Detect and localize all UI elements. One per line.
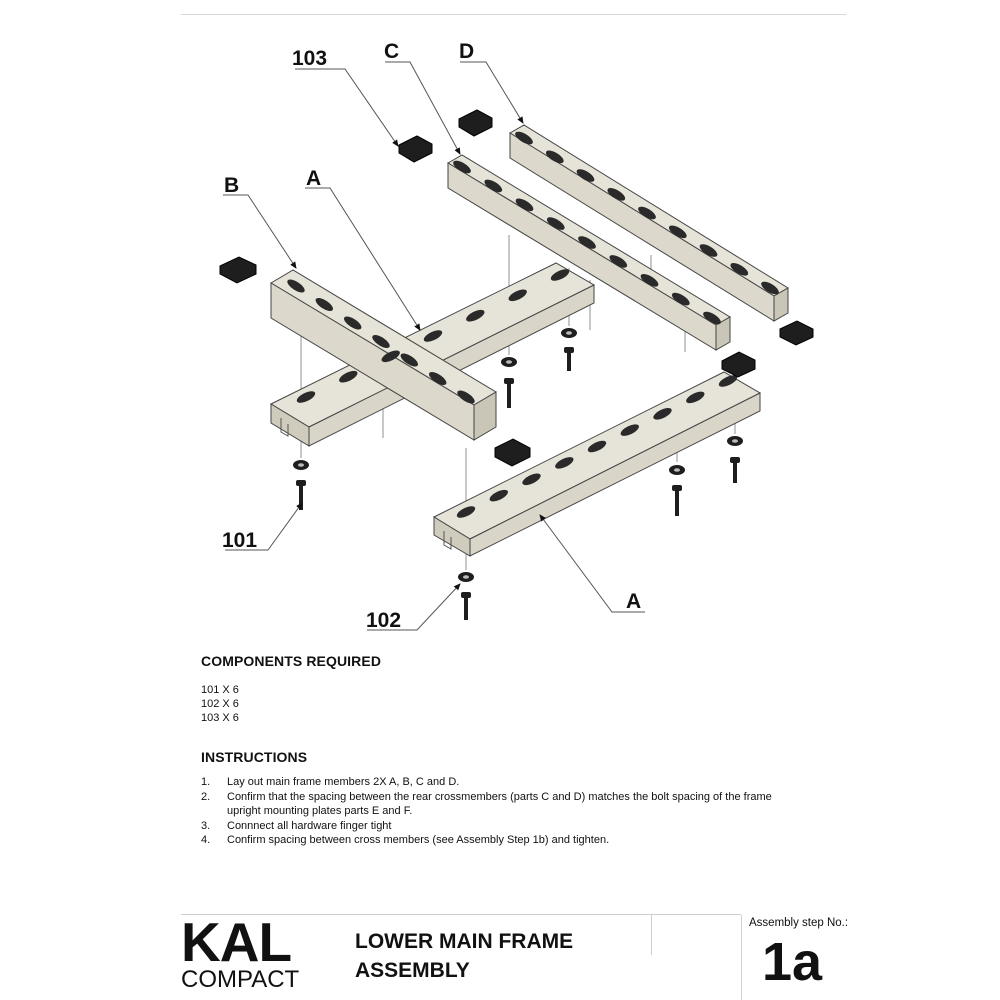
callout-a-front: A (626, 590, 642, 613)
step-number: 4. (201, 834, 211, 846)
footer-divider (651, 915, 652, 955)
callout-c: C (384, 40, 400, 63)
instruction-step (201, 819, 801, 834)
callout-a-rear: A (306, 167, 322, 190)
components-list (201, 683, 381, 725)
step-text: Confirm spacing between cross members (see Assembly Step 1b) and tighten. (227, 834, 610, 846)
brand-logo (181, 911, 311, 993)
title-line-1: LOWER MAIN FRAME (355, 930, 574, 953)
instruction-step (201, 775, 801, 790)
step-text: Connnect all hardware finger tight (227, 819, 392, 832)
step-number-value: 1a (762, 932, 823, 992)
step-number: 1. (201, 776, 211, 788)
component-item: 102 X 6 (201, 698, 239, 710)
component-item: 103 X 6 (201, 712, 239, 724)
step-number: 2. (201, 790, 211, 803)
step-text: Lay out main frame members 2X A, B, C and D. (227, 776, 460, 788)
instruction-step (201, 790, 801, 819)
brand-subtitle: COMPACT (181, 966, 300, 993)
components-section (201, 653, 381, 725)
title-line-2: ASSEMBLY (355, 959, 470, 982)
footer-divider (741, 915, 742, 1000)
callout-d: D (459, 40, 475, 63)
sheet-title (355, 927, 573, 985)
instruction-step (201, 833, 801, 848)
step-label: Assembly step No.: (749, 917, 849, 929)
components-heading: COMPONENTS REQUIRED (201, 653, 382, 669)
instructions-heading: INSTRUCTIONS (201, 749, 308, 765)
instructions-list (201, 775, 801, 848)
step-number: 3. (201, 819, 211, 832)
component-item: 101 X 6 (201, 684, 239, 696)
callout-103: 103 (292, 47, 328, 70)
callout-b: B (224, 174, 240, 197)
callout-101: 101 (222, 529, 258, 552)
step-text: Confirm that the spacing between the rear crossmembers (parts C and D) matches the bolt spacing of the frame upright mounting plates parts E and F. (227, 790, 772, 817)
brand-name: KAL (181, 911, 292, 973)
callout-102: 102 (366, 609, 402, 632)
